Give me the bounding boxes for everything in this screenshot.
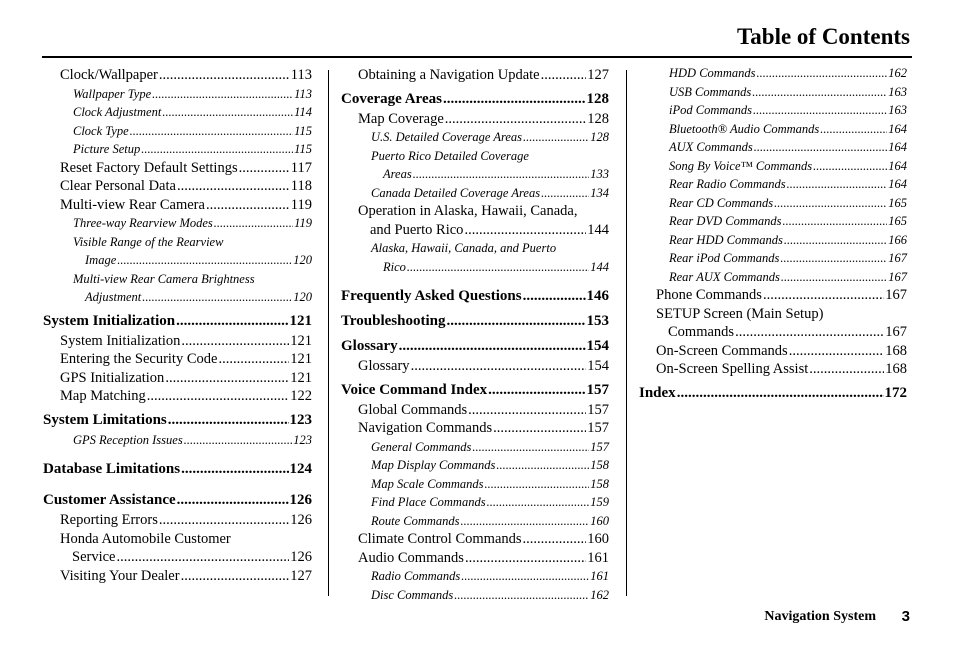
- toc-entry[interactable]: [639, 157, 907, 176]
- toc-entry[interactable]: [341, 147, 609, 184]
- toc-entry[interactable]: [639, 342, 907, 361]
- toc-entry[interactable]: [639, 64, 907, 83]
- dot-leader: [523, 530, 587, 549]
- toc-page-number: 162: [590, 587, 609, 602]
- toc-page-number: 163: [888, 103, 907, 117]
- toc-entry-title: Customer Assistance: [43, 492, 176, 508]
- dot-leader: [488, 379, 585, 401]
- toc-entry-title: AUX Commands: [669, 140, 753, 154]
- toc-entry-title: Reset Factory Default Settings: [60, 159, 238, 176]
- toc-entry-title: Clear Personal Data: [60, 178, 176, 194]
- dot-leader: [468, 401, 586, 420]
- toc-entry-title: USB Commands: [669, 84, 752, 99]
- toc-page-number: 121: [289, 312, 312, 329]
- dot-leader: [407, 258, 589, 277]
- toc-entry[interactable]: [341, 202, 609, 239]
- toc-page-number: 157: [590, 439, 609, 454]
- dot-leader: [523, 128, 589, 147]
- toc-entry[interactable]: [341, 475, 609, 494]
- dot-leader: [116, 548, 289, 567]
- toc-entry-title: System Limitations: [43, 411, 167, 428]
- dot-leader: [754, 138, 888, 157]
- dot-leader: [445, 110, 586, 129]
- toc-page-number: 119: [294, 216, 312, 230]
- toc-page-number: 157: [586, 381, 609, 398]
- toc-entry-title: Song By Voice™ Commands: [669, 158, 813, 173]
- toc-page-number: 119: [290, 196, 312, 213]
- toc-page-number: 153: [586, 313, 609, 329]
- toc-entry[interactable]: [43, 530, 312, 567]
- dot-leader: [159, 511, 289, 530]
- dot-leader: [454, 586, 589, 605]
- toc-entry-title: Troubleshooting: [341, 313, 446, 329]
- toc-page-number: 157: [587, 420, 609, 436]
- toc-entry[interactable]: [341, 239, 609, 276]
- toc-page-number: 114: [294, 105, 312, 119]
- toc-entry[interactable]: [341, 184, 609, 203]
- toc-entry[interactable]: [639, 175, 907, 194]
- toc-page-number: 124: [289, 461, 312, 477]
- toc-page-number: 121: [290, 369, 312, 386]
- toc-entry[interactable]: [341, 586, 609, 605]
- dot-leader: [493, 419, 586, 438]
- toc-entry-title: Honda Automobile Customer: [60, 530, 231, 547]
- toc-entry-title: Reporting Errors: [60, 512, 158, 528]
- toc-entry[interactable]: [43, 103, 312, 122]
- toc-entry[interactable]: [341, 549, 609, 568]
- toc-page-number: 121: [290, 351, 312, 367]
- toc-entry[interactable]: [341, 285, 609, 307]
- toc-entry[interactable]: [43, 140, 312, 159]
- toc-page-number: 117: [290, 159, 312, 176]
- toc-entry-title-continued: Service: [72, 549, 116, 565]
- toc-entry-title: Global Commands: [358, 401, 468, 418]
- toc-entry[interactable]: [43, 458, 312, 480]
- column-divider-2: [626, 70, 627, 596]
- toc-page-number: 158: [590, 458, 609, 472]
- dot-leader: [142, 288, 292, 307]
- toc-entry-title-continued: Commands: [668, 324, 735, 340]
- dot-leader: [783, 212, 888, 231]
- toc-page-number: 113: [294, 86, 312, 101]
- toc-column-1: [43, 66, 312, 585]
- toc-entry[interactable]: [341, 335, 609, 357]
- dot-leader: [464, 221, 586, 240]
- toc-page-number: 127: [290, 567, 312, 584]
- toc-page-number: 128: [587, 110, 609, 127]
- toc-entry[interactable]: [639, 249, 907, 268]
- toc-entry-title: Navigation Commands: [358, 420, 493, 436]
- dot-leader: [162, 103, 293, 122]
- toc-page-number: 158: [590, 476, 609, 491]
- toc-entry-title: Frequently Asked Questions: [341, 288, 522, 304]
- dot-leader: [496, 456, 589, 475]
- dot-leader: [413, 165, 590, 184]
- toc-entry-title: iPod Commands: [669, 103, 752, 117]
- toc-entry[interactable]: [43, 431, 312, 450]
- toc-entry-title: GPS Initialization: [60, 369, 165, 386]
- dot-leader: [787, 175, 888, 194]
- dot-leader: [472, 438, 589, 457]
- toc-page-number: 157: [587, 401, 609, 418]
- dot-leader: [443, 88, 586, 110]
- toc-entry[interactable]: [639, 268, 907, 287]
- toc-entry-title-continued: Image: [85, 253, 117, 267]
- toc-entry-title: Clock/Wallpaper: [60, 67, 158, 83]
- dot-leader: [177, 177, 290, 196]
- toc-entry[interactable]: [43, 409, 312, 431]
- dot-leader: [165, 369, 289, 388]
- toc-entry[interactable]: [341, 379, 609, 401]
- dot-leader: [152, 85, 293, 104]
- toc-page-number: 154: [586, 338, 609, 354]
- dot-leader: [117, 251, 292, 270]
- dot-leader: [399, 335, 586, 357]
- toc-entry-title: Picture Setup: [73, 142, 141, 156]
- toc-page-number: 167: [885, 287, 907, 303]
- toc-entry-title: Clock Adjustment: [73, 105, 162, 119]
- toc-page-number: 160: [587, 531, 609, 547]
- dot-leader: [780, 249, 887, 268]
- toc-page-number: 126: [290, 512, 312, 528]
- dot-leader: [159, 66, 290, 85]
- toc-page-number: 164: [888, 177, 907, 191]
- toc-entry[interactable]: [341, 512, 609, 531]
- toc-entry-title: Entering the Security Code: [60, 351, 218, 367]
- toc-page-number: 133: [590, 167, 609, 181]
- toc-entry-title: Rear HDD Commands: [669, 232, 783, 247]
- page-title: Table of Contents: [737, 24, 910, 49]
- toc-entry-title: Obtaining a Navigation Update: [358, 67, 540, 83]
- toc-entry-title: GPS Reception Issues: [73, 432, 183, 447]
- toc-page-number: 165: [888, 214, 907, 228]
- toc-entry-title: Voice Command Index: [341, 381, 488, 398]
- toc-entry-title: Radio Commands: [371, 569, 461, 583]
- toc-entry[interactable]: [341, 567, 609, 586]
- toc-entry[interactable]: [639, 286, 907, 305]
- toc-entry[interactable]: [639, 305, 907, 342]
- toc-entry[interactable]: [639, 382, 907, 404]
- toc-page-number: 113: [290, 67, 312, 83]
- dot-leader: [485, 475, 590, 494]
- toc-page-number: 123: [293, 432, 312, 447]
- title-rule: [42, 56, 912, 58]
- toc-page-number: 165: [888, 195, 907, 210]
- toc-entry-title: Rear Radio Commands: [669, 177, 786, 191]
- toc-page-number: 120: [293, 290, 312, 304]
- toc-entry-title: Puerto Rico Detailed Coverage: [371, 148, 529, 163]
- toc-entry-title: Rear AUX Commands: [669, 269, 780, 284]
- toc-entry-title: Rear iPod Commands: [669, 251, 780, 265]
- toc-entry-title: Climate Control Commands: [358, 531, 522, 547]
- toc-entry-title: Glossary: [341, 338, 398, 354]
- toc-page-number: 167: [885, 324, 907, 340]
- dot-leader: [789, 342, 885, 361]
- toc-entry[interactable]: [639, 138, 907, 157]
- toc-entry[interactable]: [341, 110, 609, 129]
- toc-entry-title: U.S. Detailed Coverage Areas: [371, 130, 523, 144]
- toc-entry[interactable]: [43, 567, 312, 586]
- toc-entry-title: Find Place Commands: [371, 495, 486, 509]
- toc-page-number: 144: [590, 259, 609, 274]
- toc-entry-title: On-Screen Spelling Assist: [656, 361, 809, 377]
- toc-entry-title: Rear CD Commands: [669, 195, 774, 210]
- dot-leader: [820, 120, 887, 139]
- toc-entry[interactable]: [43, 196, 312, 215]
- toc-entry[interactable]: [43, 332, 312, 351]
- toc-entry-title: Map Matching: [60, 388, 146, 404]
- toc-entry-title: Map Coverage: [358, 110, 444, 127]
- toc-entry-title: Audio Commands: [358, 549, 464, 566]
- dot-leader: [141, 140, 293, 159]
- toc-page-number: 122: [290, 388, 312, 404]
- toc-entry-title-continued: and Puerto Rico: [370, 221, 464, 238]
- toc-page-number: 121: [290, 332, 312, 349]
- dot-leader: [784, 231, 887, 250]
- toc-entry-title: Database Limitations: [43, 461, 181, 477]
- toc-entry-title: Alaska, Hawaii, Canada, and Puerto: [371, 241, 557, 255]
- toc-page-number: 120: [293, 253, 312, 267]
- toc-entry[interactable]: [43, 66, 312, 85]
- dot-leader: [147, 387, 289, 406]
- toc-entry-title: Canada Detailed Coverage Areas: [371, 185, 541, 200]
- toc-page-number: 118: [290, 178, 312, 194]
- toc-entry[interactable]: [43, 350, 312, 369]
- dot-leader: [176, 310, 288, 332]
- toc-page-number: 134: [590, 185, 609, 200]
- toc-entry[interactable]: [341, 310, 609, 332]
- toc-page-number: 146: [586, 288, 609, 304]
- toc-entry-title: Multi-view Rear Camera: [60, 196, 205, 213]
- dot-leader: [763, 286, 884, 305]
- toc-entry[interactable]: [639, 83, 907, 102]
- dot-leader: [781, 268, 887, 287]
- toc-page-number: 128: [586, 90, 609, 107]
- dot-leader: [177, 489, 289, 511]
- toc-column-3: [639, 64, 907, 404]
- toc-entry[interactable]: [639, 120, 907, 139]
- toc-page-number: 126: [290, 549, 312, 565]
- toc-entry-title: Glossary: [358, 358, 410, 374]
- toc-entry[interactable]: [639, 360, 907, 379]
- toc-entry[interactable]: [43, 159, 312, 178]
- toc-page-number: 115: [294, 142, 312, 156]
- toc-page-number: 159: [590, 495, 609, 509]
- toc-entry[interactable]: [43, 270, 312, 307]
- toc-entry-title: HDD Commands: [669, 66, 756, 80]
- toc-entry[interactable]: [341, 128, 609, 147]
- toc-entry[interactable]: [341, 438, 609, 457]
- toc-entry-title: On-Screen Commands: [656, 342, 788, 359]
- dot-leader: [184, 431, 293, 450]
- column-divider-1: [328, 70, 329, 596]
- toc-entry[interactable]: [341, 493, 609, 512]
- toc-entry-title: Multi-view Rear Camera Brightness: [73, 271, 255, 286]
- toc-entry-title: General Commands: [371, 439, 472, 454]
- dot-leader: [753, 101, 887, 120]
- toc-page-number: 154: [587, 358, 609, 374]
- toc-page-number: 164: [888, 140, 907, 154]
- toc-entry[interactable]: [43, 233, 312, 270]
- toc-page-number: 164: [888, 158, 907, 173]
- toc-entry-title-continued: Areas: [383, 167, 412, 181]
- dot-leader: [446, 310, 585, 332]
- toc-entry[interactable]: [639, 194, 907, 213]
- dot-leader: [813, 157, 887, 176]
- toc-entry-title: Clock Type: [73, 123, 129, 138]
- toc-entry[interactable]: [639, 231, 907, 250]
- toc-entry-title: Map Display Commands: [371, 458, 496, 472]
- toc-page-number: 166: [888, 232, 907, 247]
- toc-column-2: [341, 66, 609, 604]
- dot-leader: [756, 64, 887, 83]
- toc-entry-title: Three-way Rearview Modes: [73, 216, 213, 230]
- dot-leader: [465, 549, 586, 568]
- dot-leader: [130, 122, 294, 141]
- dot-leader: [181, 567, 290, 586]
- toc-entry[interactable]: [43, 310, 312, 332]
- toc-entry-title: System Initialization: [43, 312, 176, 329]
- dot-leader: [541, 184, 589, 203]
- dot-leader: [181, 332, 289, 351]
- toc-entry-title: Visiting Your Dealer: [60, 567, 180, 584]
- toc-page-number: 161: [587, 549, 609, 566]
- dot-leader: [809, 360, 884, 379]
- toc-entry[interactable]: [341, 88, 609, 110]
- toc-entry-title-continued: Adjustment: [85, 290, 142, 304]
- toc-entry[interactable]: [43, 177, 312, 196]
- toc-page-number: 163: [888, 84, 907, 99]
- toc-entry-title: Map Scale Commands: [371, 476, 484, 491]
- toc-page-number: 172: [884, 384, 907, 401]
- dot-leader: [752, 83, 887, 102]
- toc-entry[interactable]: [639, 101, 907, 120]
- dot-leader: [168, 409, 289, 431]
- toc-entry-title: SETUP Screen (Main Setup): [656, 305, 824, 322]
- toc-entry[interactable]: [43, 511, 312, 530]
- toc-entry-title: Wallpaper Type: [73, 86, 152, 101]
- dot-leader: [541, 66, 587, 85]
- dot-leader: [214, 214, 293, 233]
- toc-entry[interactable]: [341, 401, 609, 420]
- toc-entry-title: Phone Commands: [656, 287, 762, 303]
- toc-page-number: 164: [888, 121, 907, 136]
- toc-entry-title: System Initialization: [60, 332, 181, 349]
- toc-page-number: 162: [888, 66, 907, 80]
- toc-page-number: 126: [289, 492, 312, 508]
- toc-entry[interactable]: [639, 212, 907, 231]
- dot-leader: [411, 357, 587, 376]
- dot-leader: [677, 382, 884, 404]
- toc-page-number: 167: [888, 269, 907, 284]
- toc-page-number: 115: [294, 123, 312, 138]
- toc-page-number: 167: [888, 251, 907, 265]
- toc-entry[interactable]: [341, 456, 609, 475]
- toc-entry[interactable]: [341, 357, 609, 376]
- page-number: 3: [901, 608, 910, 625]
- toc-entry[interactable]: [43, 85, 312, 104]
- toc-entry-title: Disc Commands: [371, 587, 454, 602]
- toc-entry-title: Operation in Alaska, Hawaii, Canada,: [358, 203, 578, 219]
- dot-leader: [239, 159, 290, 178]
- toc-page-number: 168: [885, 342, 907, 359]
- dot-leader: [461, 567, 589, 586]
- toc-entry-title: Rear DVD Commands: [669, 214, 782, 228]
- toc-entry[interactable]: [43, 369, 312, 388]
- toc-page-number: 128: [590, 130, 609, 144]
- toc-entry-title-continued: Rico: [383, 259, 406, 274]
- dot-leader: [461, 512, 590, 531]
- dot-leader: [181, 458, 288, 480]
- dot-leader: [523, 285, 586, 307]
- toc-entry[interactable]: [43, 387, 312, 406]
- toc-page-number: 168: [885, 361, 907, 377]
- toc-page-number: 161: [590, 569, 609, 583]
- toc-entry[interactable]: [43, 214, 312, 233]
- toc-page-number: 144: [587, 221, 609, 238]
- toc-page-number: 127: [587, 67, 609, 83]
- toc-entry-title: Coverage Areas: [341, 90, 442, 107]
- toc-entry[interactable]: [43, 489, 312, 511]
- footer-label: Navigation System: [764, 609, 876, 624]
- dot-leader: [218, 350, 289, 369]
- toc-entry-title: Bluetooth® Audio Commands: [669, 121, 820, 136]
- dot-leader: [206, 196, 290, 215]
- toc-entry-title: Visible Range of the Rearview: [73, 234, 224, 249]
- toc-entry[interactable]: [341, 66, 609, 85]
- toc-entry[interactable]: [341, 530, 609, 549]
- toc-entry[interactable]: [341, 419, 609, 438]
- dot-leader: [487, 493, 590, 512]
- toc-entry-title: Index: [639, 384, 676, 401]
- dot-leader: [735, 323, 884, 342]
- toc-entry-title: Route Commands: [371, 513, 460, 528]
- toc-page-number: 123: [289, 411, 312, 428]
- dot-leader: [774, 194, 887, 213]
- toc-entry[interactable]: [43, 122, 312, 141]
- toc-page-number: 160: [590, 513, 609, 528]
